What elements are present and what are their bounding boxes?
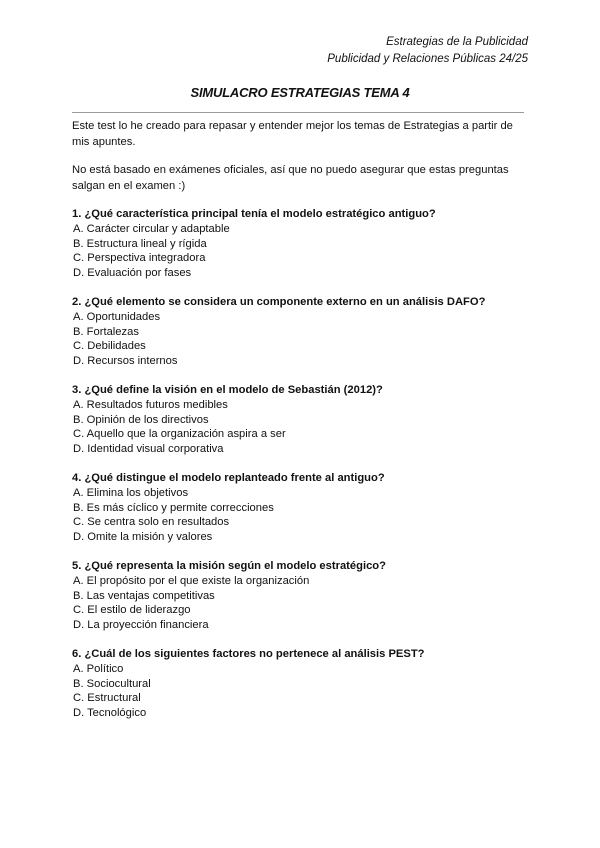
answer-option-b: B. Estructura lineal y rígida <box>73 237 207 250</box>
question-2 <box>72 294 532 369</box>
answer-option-d: D. Tecnológico <box>73 707 147 720</box>
answer-option-c: C. Estructural <box>73 692 141 705</box>
question-4 <box>72 470 532 545</box>
question-text: 5. ¿Qué representa la misión según el modelo estratégico? <box>72 560 386 572</box>
question-5 <box>72 558 532 633</box>
answer-option-c: C. Se centra solo en resultados <box>73 516 230 529</box>
answer-option-c: C. Perspectiva integradora <box>73 252 206 265</box>
answer-option-c: C. Debilidades <box>73 340 146 353</box>
answer-option-c: C. El estilo de liderazgo <box>73 604 191 617</box>
question-text: 4. ¿Qué distingue el modelo replanteado frente al antiguo? <box>72 472 385 484</box>
degree-name: Publicidad y Relaciones Públicas 24/25 <box>327 53 528 65</box>
answer-option-b: B. Opinión de los directivos <box>73 413 209 426</box>
answer-option-b: B. Las ventajas competitivas <box>73 589 215 602</box>
question-text: 6. ¿Cuál de los siguientes factores no pertenece al análisis PEST? <box>72 648 425 660</box>
intro-paragraph: Este test lo he creado para repasar y entender mejor los temas de Estrategias a partir de mis apuntes. <box>72 120 513 148</box>
answer-option-d: D. Omite la misión y valores <box>73 531 213 544</box>
answer-option-b: B. Fortalezas <box>73 325 139 338</box>
answer-option-d: D. La proyección financiera <box>73 619 209 632</box>
answer-option-a: A. Carácter circular y adaptable <box>73 223 230 235</box>
answer-option-d: D. Evaluación por fases <box>73 267 192 280</box>
answer-option-d: D. Recursos internos <box>73 355 178 368</box>
answer-option-a: A. Oportunidades <box>73 311 161 323</box>
answer-option-a: A. El propósito por el que existe la organización <box>73 575 310 587</box>
page-title: SIMULACRO ESTRATEGIAS TEMA 4 <box>190 85 410 100</box>
question-text: 1. ¿Qué característica principal tenía el modelo estratégico antiguo? <box>72 208 436 220</box>
answer-option-b: B. Sociocultural <box>73 677 151 690</box>
answer-option-c: C. Aquello que la organización aspira a ser <box>73 428 286 441</box>
answer-option-a: A. Resultados futuros medibles <box>73 399 228 411</box>
question-1 <box>72 206 532 281</box>
answer-option-a: A. Político <box>73 663 124 675</box>
intro-paragraph: No está basado en exámenes oficiales, así que no puedo asegurar que estas preguntas salgan en el examen :) <box>72 164 509 192</box>
answer-option-b: B. Es más cíclico y permite correcciones <box>73 501 274 514</box>
answer-option-d: D. Identidad visual corporativa <box>73 443 224 456</box>
question-6 <box>72 646 532 721</box>
question-text: 3. ¿Qué define la visión en el modelo de Sebastián (2012)? <box>72 384 383 396</box>
course-name: Estrategias de la Publicidad <box>386 36 528 48</box>
title-divider <box>72 112 524 113</box>
question-3 <box>72 382 532 457</box>
question-text: 2. ¿Qué elemento se considera un componente externo en un análisis DAFO? <box>72 296 486 308</box>
document-header <box>327 34 528 68</box>
answer-option-a: A. Elimina los objetivos <box>73 487 189 499</box>
